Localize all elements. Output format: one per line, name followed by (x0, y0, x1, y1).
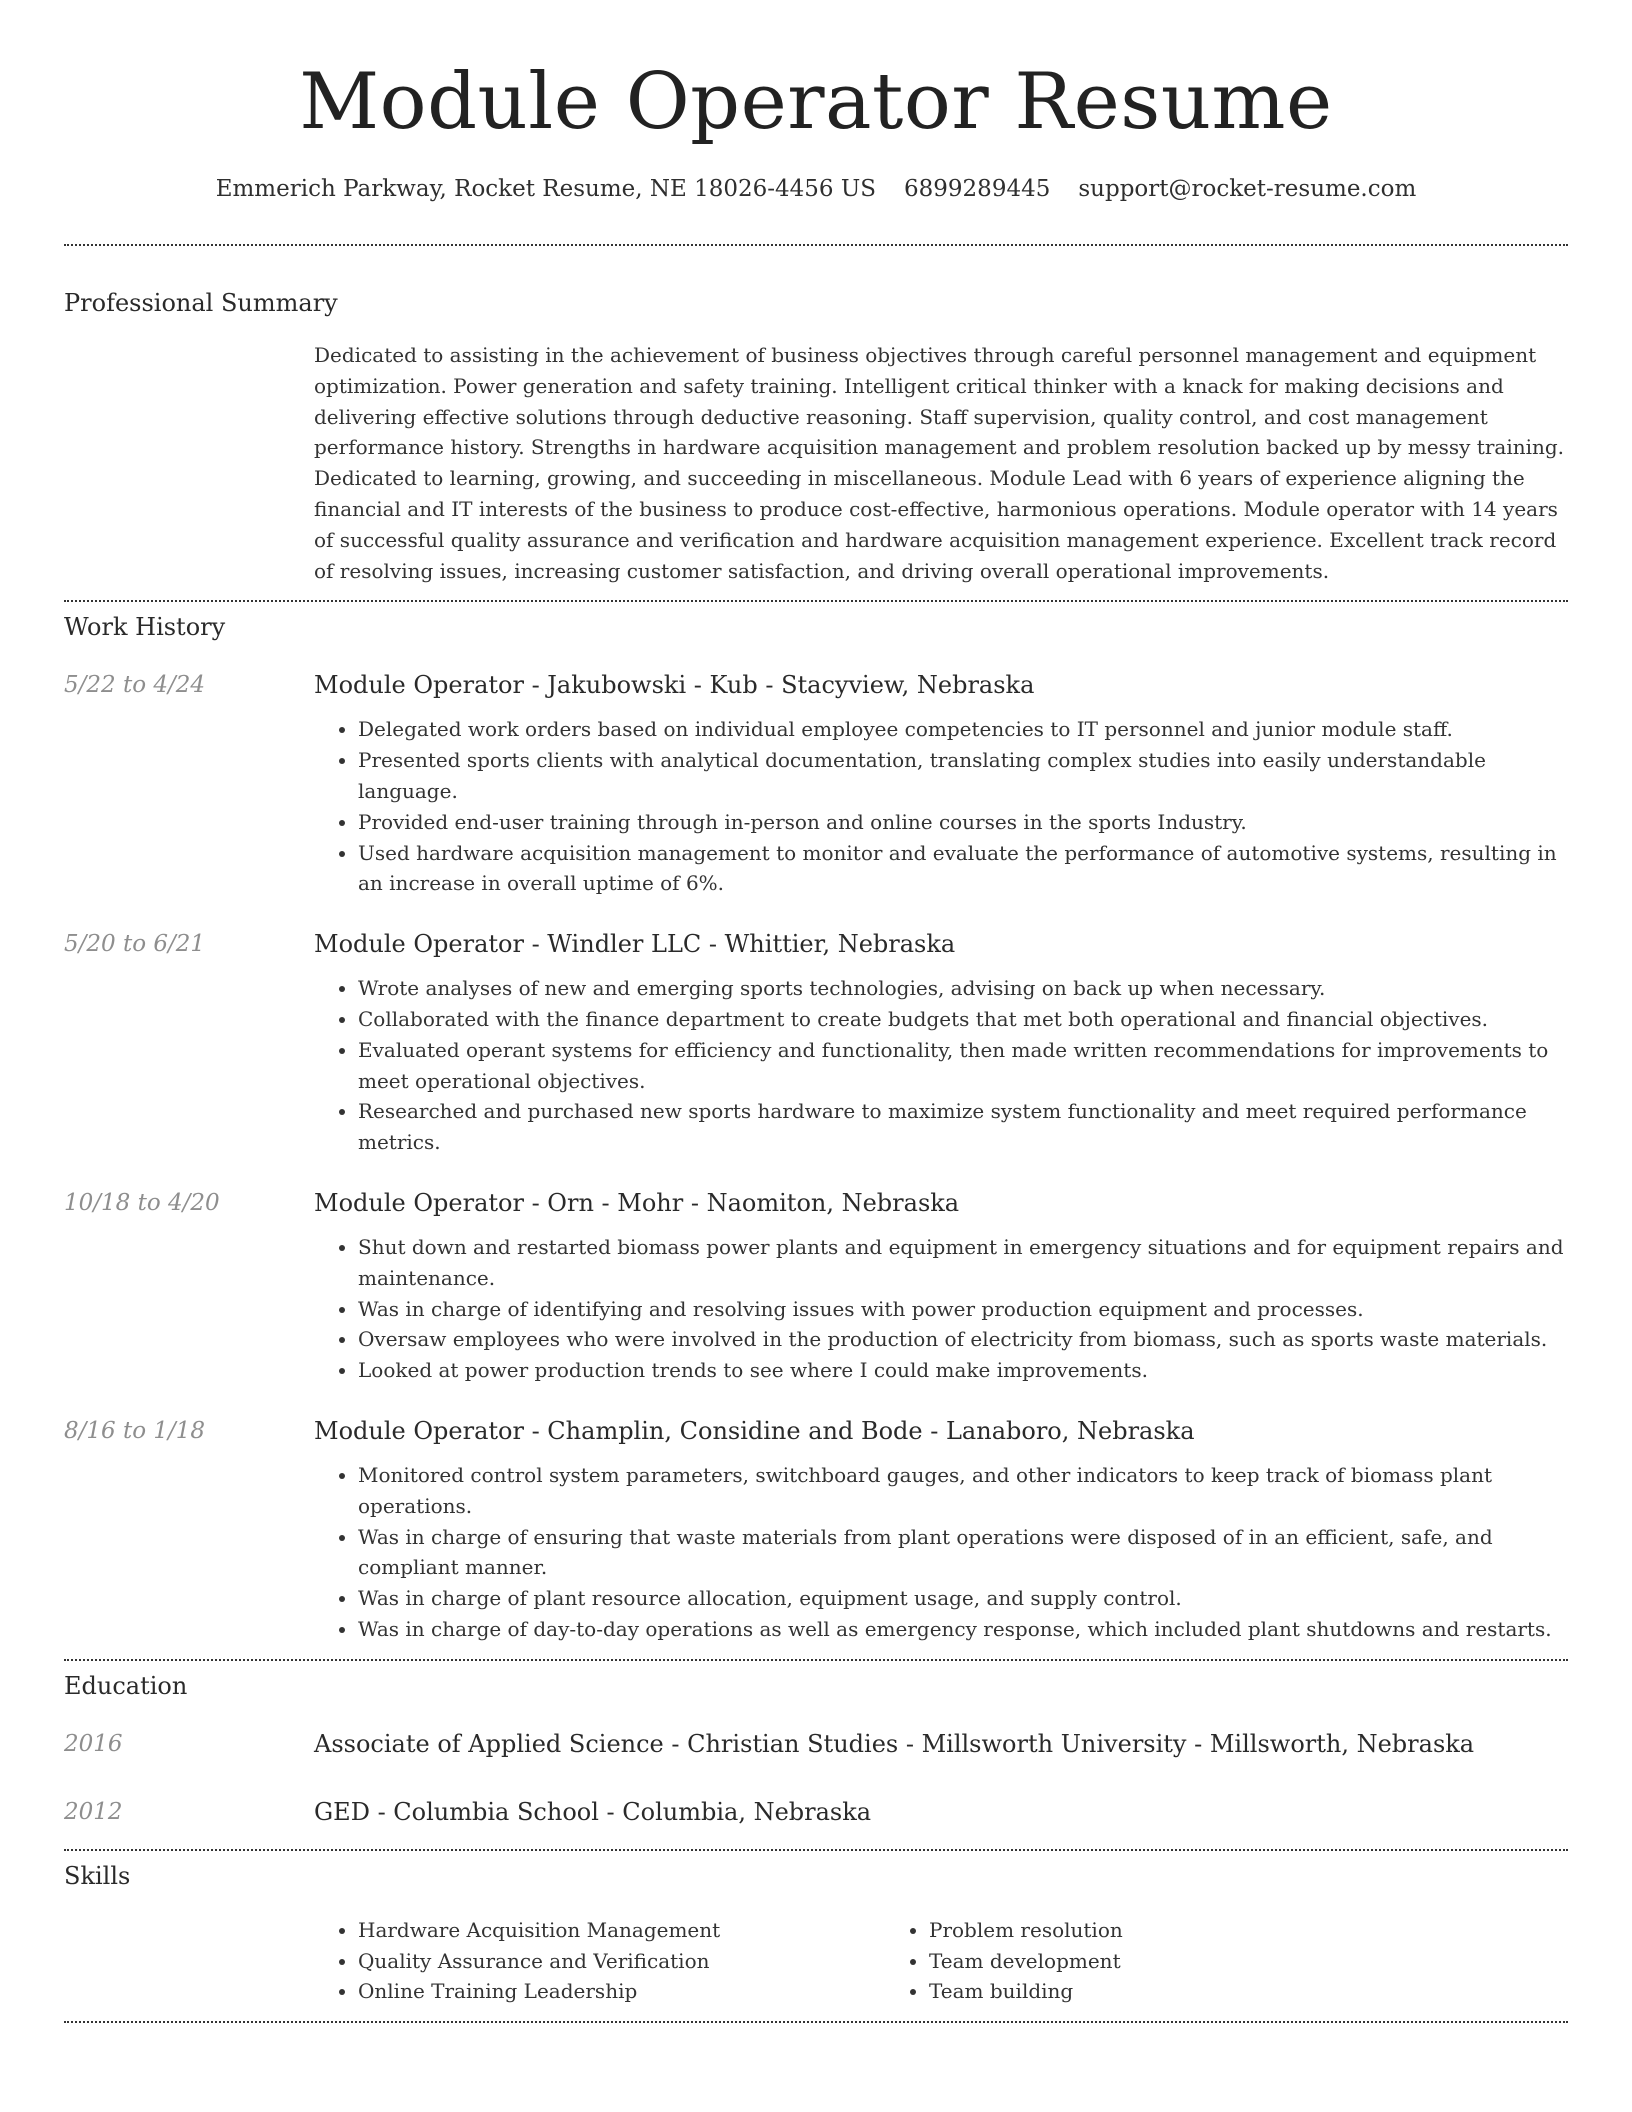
list-item: • Collaborated with the finance department to create budgets that met both operational and financial objectives. (358, 1004, 1568, 1035)
job-bullets (314, 714, 1568, 899)
summary-text: Dedicated to assisting in the achievement of business objectives through careful personnel management and equipment optimization. Power generation and safety training. Intelligent critical thinker with a knack for making decisions and delivering effective solutions through deductive reasoning. Staff supervision, quality control, and cost management performance history. Strengths in hardware acquisition management and problem resolution backed up by messy training. Dedicated to learning, growing, and succeeding in miscellaneous. Module Lead with 6 years of experience aligning the financial and IT interests of the business to produce cost-effective, harmonious operations. Module operator with 14 years of successful quality assurance and verification and hardware acquisition management experience. Excellent track record of resolving issues, increasing customer satisfaction, and driving overall operational improvements. (314, 343, 1565, 583)
job-body (314, 1416, 1568, 1645)
list-item: • Oversaw employees who were involved in the production of electricity from biomass, such as sports waste materials. (358, 1324, 1568, 1355)
list-item: • Shut down and restarted biomass power plants and equipment in emergency situations and for equipment repairs and maintenance. (358, 1232, 1568, 1294)
job-entry (64, 670, 1568, 899)
list-item: • Looked at power production trends to see where I could make improvements. (358, 1355, 1568, 1386)
list-item: • Quality Assurance and Verification (358, 1946, 885, 1977)
education-year: 2012 (64, 1798, 123, 1825)
contact-phone: 6899289445 (904, 176, 1051, 202)
job-bullets (314, 973, 1568, 1158)
resume-page (64, 0, 1568, 2023)
list-item: • Presented sports clients with analytical documentation, translating complex studies into easily understandable language. (358, 745, 1568, 807)
list-item: • Used hardware acquisition management to monitor and evaluate the performance of automotive systems, resulting in an increase in overall uptime of 6%. (358, 838, 1568, 900)
job-title: Module Operator - Orn - Mohr - Naomiton, Nebraska (314, 1188, 960, 1217)
contact-email[interactable]: support@rocket-resume.com (1078, 176, 1417, 202)
list-item: • Hardware Acquisition Management (358, 1915, 885, 1946)
education-entry (64, 1797, 1568, 1827)
job-bullets (314, 1460, 1568, 1645)
education-year: 2016 (64, 1730, 123, 1757)
contact-address: Emmerich Parkway, Rocket Resume, NE 18026-4456 US (215, 176, 877, 202)
divider (64, 1659, 1568, 1661)
job-bullets (314, 1232, 1568, 1386)
list-item: • Problem resolution (929, 1915, 1456, 1946)
summary-row (64, 340, 1568, 586)
list-item: • Was in charge of identifying and resolving issues with power production equipment and processes. (358, 1294, 1568, 1325)
list-item: • Team building (929, 1976, 1456, 2007)
contact-line (64, 174, 1568, 204)
job-body (314, 929, 1568, 1158)
job-body (314, 1188, 1568, 1386)
job-entry (64, 1416, 1568, 1645)
list-item: • Evaluated operant systems for efficiency and functionality, then made written recommendations for improvements to meet operational objectives. (358, 1035, 1568, 1097)
list-item: • Provided end-user training through in-person and online courses in the sports Industry. (358, 807, 1568, 838)
job-dates: 5/22 to 4/24 (64, 672, 206, 699)
list-item: • Was in charge of day-to-day operations as well as emergency response, which included plant shutdowns and restarts. (358, 1614, 1568, 1645)
job-dates: 10/18 to 4/20 (64, 1189, 220, 1216)
job-entry (64, 929, 1568, 1158)
list-item: • Was in charge of ensuring that waste materials from plant operations were disposed of in an efficient, safe, and compliant manner. (358, 1522, 1568, 1584)
section-heading-skills: Skills (64, 1861, 131, 1890)
list-item: • Wrote analyses of new and emerging sports technologies, advising on back up when necessary. (358, 973, 1568, 1004)
list-item: • Monitored control system parameters, switchboard gauges, and other indicators to keep track of biomass plant operations. (358, 1460, 1568, 1522)
section-heading-summary: Professional Summary (64, 289, 338, 317)
job-entry (64, 1188, 1568, 1386)
divider (64, 2021, 1568, 2023)
list-item: • Researched and purchased new sports hardware to maximize system functionality and meet required performance metrics. (358, 1096, 1568, 1158)
skills-column-2 (885, 1915, 1456, 2007)
skills-row (64, 1915, 1568, 2007)
list-item: • Delegated work orders based on individual employee competencies to IT personnel and junior module staff. (358, 714, 1568, 745)
skills-columns (314, 1915, 1568, 2007)
divider (64, 600, 1568, 602)
education-entry (64, 1729, 1568, 1759)
education-title: GED - Columbia School - Columbia, Nebraska (314, 1797, 872, 1826)
job-title: Module Operator - Jakubowski - Kub - Stacyview, Nebraska (314, 671, 1035, 700)
section-heading-education: Education (64, 1671, 188, 1700)
job-dates: 5/20 to 6/21 (64, 931, 206, 958)
education-title: Associate of Applied Science - Christian Studies - Millsworth University - Millsworth, Nebraska (314, 1729, 1475, 1758)
list-item: • Was in charge of plant resource allocation, equipment usage, and supply control. (358, 1583, 1568, 1614)
resume-title: Module Operator Resume (299, 57, 1333, 147)
list-item: • Team development (929, 1946, 1456, 1977)
divider (64, 244, 1568, 246)
job-dates: 8/16 to 1/18 (64, 1417, 206, 1444)
skills-column-1 (314, 1915, 885, 2007)
job-body (314, 670, 1568, 899)
list-item: • Online Training Leadership (358, 1976, 885, 2007)
divider (64, 1849, 1568, 1851)
job-title: Module Operator - Windler LLC - Whittier, Nebraska (314, 930, 956, 959)
section-heading-work: Work History (64, 613, 226, 642)
job-title: Module Operator - Champlin, Considine and Bode - Lanaboro, Nebraska (314, 1416, 1195, 1445)
